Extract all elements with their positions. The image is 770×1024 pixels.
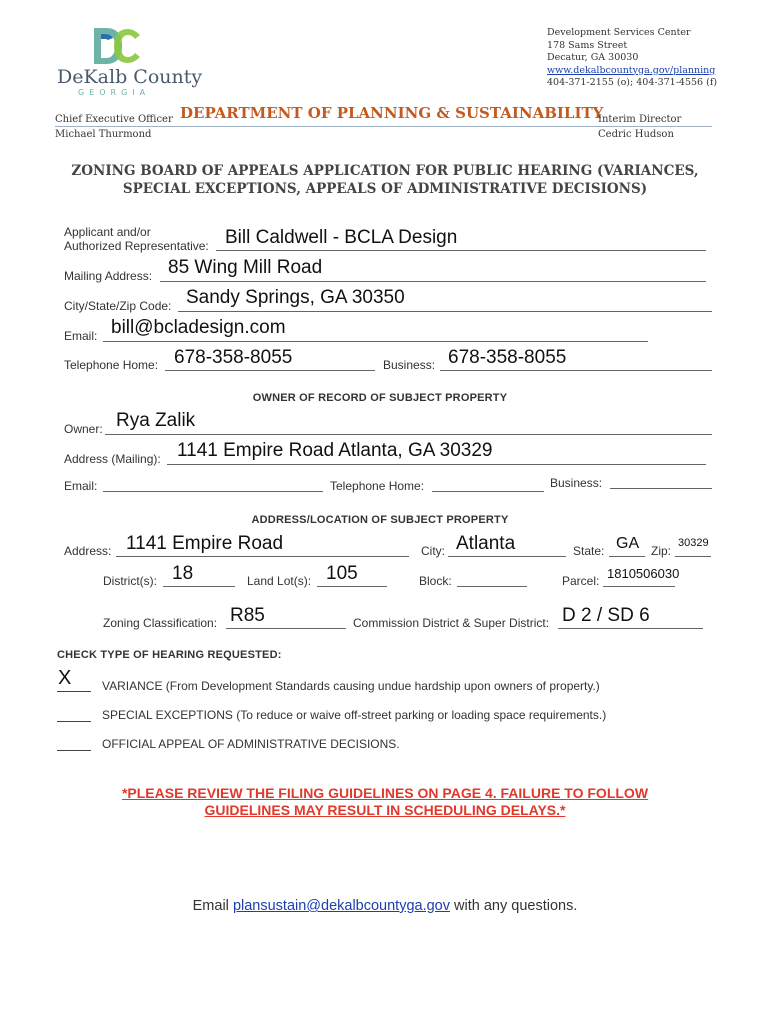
owner-email-line[interactable] xyxy=(103,491,323,492)
parcel-line xyxy=(603,586,675,587)
district-field[interactable]: 18 xyxy=(172,563,194,584)
property-address-field[interactable]: 1141 Empire Road xyxy=(126,533,284,554)
applicant-line xyxy=(216,250,706,251)
special-exceptions-checkbox[interactable] xyxy=(57,721,91,722)
phone-home-line xyxy=(165,370,375,371)
landlot-line xyxy=(317,586,387,587)
applicant-label-2: Authorized Representative: xyxy=(64,239,209,253)
landlot-field[interactable]: 105 xyxy=(326,563,358,584)
property-zip-label: Zip: xyxy=(651,544,672,558)
filing-warning xyxy=(0,785,770,819)
warning-line-2: GUIDELINES MAY RESULT IN SCHEDULING DELAYS.* xyxy=(204,802,566,818)
logo-state: GEORGIA xyxy=(78,88,151,97)
property-address-line xyxy=(116,556,409,557)
city-state-zip-field[interactable]: Sandy Springs, GA 30350 xyxy=(186,287,405,308)
owner-business-label: Business: xyxy=(550,476,603,490)
applicant-name-field[interactable]: Bill Caldwell - BCLA Design xyxy=(225,227,458,248)
owner-address-field[interactable]: 1141 Empire Road Atlanta, GA 30329 xyxy=(177,440,493,461)
header-divider xyxy=(55,126,712,127)
mailing-address-field[interactable]: 85 Wing Mill Road xyxy=(168,257,323,278)
owner-section-heading: OWNER OF RECORD OF SUBJECT PROPERTY xyxy=(252,392,508,404)
ceo-name: Michael Thurmond xyxy=(55,129,152,140)
mailing-label: Mailing Address: xyxy=(64,269,153,283)
owner-address-label: Address (Mailing): xyxy=(64,452,161,466)
director-name: Cedric Hudson xyxy=(598,129,674,140)
hearing-heading: CHECK TYPE OF HEARING REQUESTED: xyxy=(57,649,282,661)
property-state-line xyxy=(609,556,645,557)
city-label: City/State/Zip Code: xyxy=(64,299,172,313)
address-line: 178 Sams Street xyxy=(547,39,628,51)
owner-business-line[interactable] xyxy=(610,488,712,489)
email-field[interactable]: bill@bcladesign.com xyxy=(111,317,286,338)
variance-mark: X xyxy=(58,667,72,689)
phone-home-label: Telephone Home: xyxy=(64,358,159,372)
property-city-line xyxy=(448,556,566,557)
property-zip-field[interactable]: 30329 xyxy=(678,537,709,549)
parcel-field[interactable]: 1810506030 xyxy=(607,566,680,581)
applicant-label: Applicant and/or xyxy=(64,225,151,239)
appeal-option-label: OFFICIAL APPEAL OF ADMINISTRATIVE DECISIONS. xyxy=(102,737,400,751)
email-label: Email: xyxy=(64,329,98,343)
commission-label: Commission District & Super District: xyxy=(353,616,550,630)
special-exceptions-option-label: SPECIAL EXCEPTIONS (To reduce or waive off-street parking or loading space requirements.) xyxy=(102,708,607,722)
address-line: Development Services Center xyxy=(547,27,691,38)
zoning-line xyxy=(226,628,346,629)
website-link[interactable]: www.dekalbcountyga.gov/planning xyxy=(547,64,716,76)
footer-prefix: Email xyxy=(192,898,233,914)
business-line xyxy=(440,370,712,371)
property-section-heading: ADDRESS/LOCATION OF SUBJECT PROPERTY xyxy=(251,514,509,526)
owner-address-line xyxy=(167,464,706,465)
property-city-label: City: xyxy=(421,544,445,558)
block-line[interactable] xyxy=(457,586,527,587)
city-line xyxy=(178,311,712,312)
form-title: ZONING BOARD OF APPEALS APPLICATION FOR PUBLIC HEARING (VARIANCES, SPECIAL EXCEPTIONS, APPEALS OF ADMINISTRATIVE DECISIONS) xyxy=(71,163,699,197)
logo-name: DeKalb County xyxy=(57,66,203,88)
landlot-label: Land Lot(s): xyxy=(247,574,312,588)
footer-suffix: with any questions. xyxy=(450,898,578,914)
property-city-field[interactable]: Atlanta xyxy=(456,533,516,554)
district-label: District(s): xyxy=(103,574,157,588)
commission-field[interactable]: D 2 / SD 6 xyxy=(562,605,650,626)
property-zip-line xyxy=(675,556,711,557)
contact-email-link[interactable]: plansustain@dekalbcountyga.gov xyxy=(232,898,450,914)
district-line xyxy=(163,586,235,587)
dekalb-logo-icon xyxy=(92,26,142,66)
owner-line xyxy=(105,434,712,435)
owner-email-label: Email: xyxy=(64,479,98,493)
owner-phone-label: Telephone Home: xyxy=(330,479,425,493)
owner-label: Owner: xyxy=(64,422,103,436)
business-label: Business: xyxy=(383,358,436,372)
mailing-line xyxy=(160,281,706,282)
ceo-title: Chief Executive Officer xyxy=(55,114,173,125)
email-line xyxy=(103,341,648,342)
parcel-label: Parcel: xyxy=(562,574,600,588)
office-address xyxy=(547,27,717,90)
contact-footer xyxy=(0,898,770,914)
owner-phone-line[interactable] xyxy=(432,491,544,492)
zoning-field[interactable]: R85 xyxy=(230,605,265,626)
property-state-field[interactable]: GA xyxy=(616,535,640,552)
property-address-label: Address: xyxy=(64,544,112,558)
address-line: Decatur, GA 30030 xyxy=(547,52,639,63)
property-state-label: State: xyxy=(573,544,605,558)
phone-home-field[interactable]: 678-358-8055 xyxy=(174,347,293,368)
department-title: DEPARTMENT OF PLANNING & SUSTAINABILITY xyxy=(180,104,604,122)
owner-name-field[interactable]: Rya Zalik xyxy=(116,410,196,431)
variance-checkbox[interactable] xyxy=(57,691,91,692)
zoning-label: Zoning Classification: xyxy=(103,616,218,630)
warning-line-1: *PLEASE REVIEW THE FILING GUIDELINES ON PAGE 4. FAILURE TO FOLLOW xyxy=(121,785,649,801)
variance-option-label: VARIANCE (From Development Standards causing undue hardship upon owners of property.) xyxy=(102,679,600,693)
block-label: Block: xyxy=(419,574,452,588)
appeal-checkbox[interactable] xyxy=(57,750,91,751)
business-phone-field[interactable]: 678-358-8055 xyxy=(448,347,567,368)
commission-line xyxy=(558,628,703,629)
office-phone: 404-371-2155 (o); 404-371-4556 (f) xyxy=(547,77,718,88)
director-title: Interim Director xyxy=(598,114,682,125)
